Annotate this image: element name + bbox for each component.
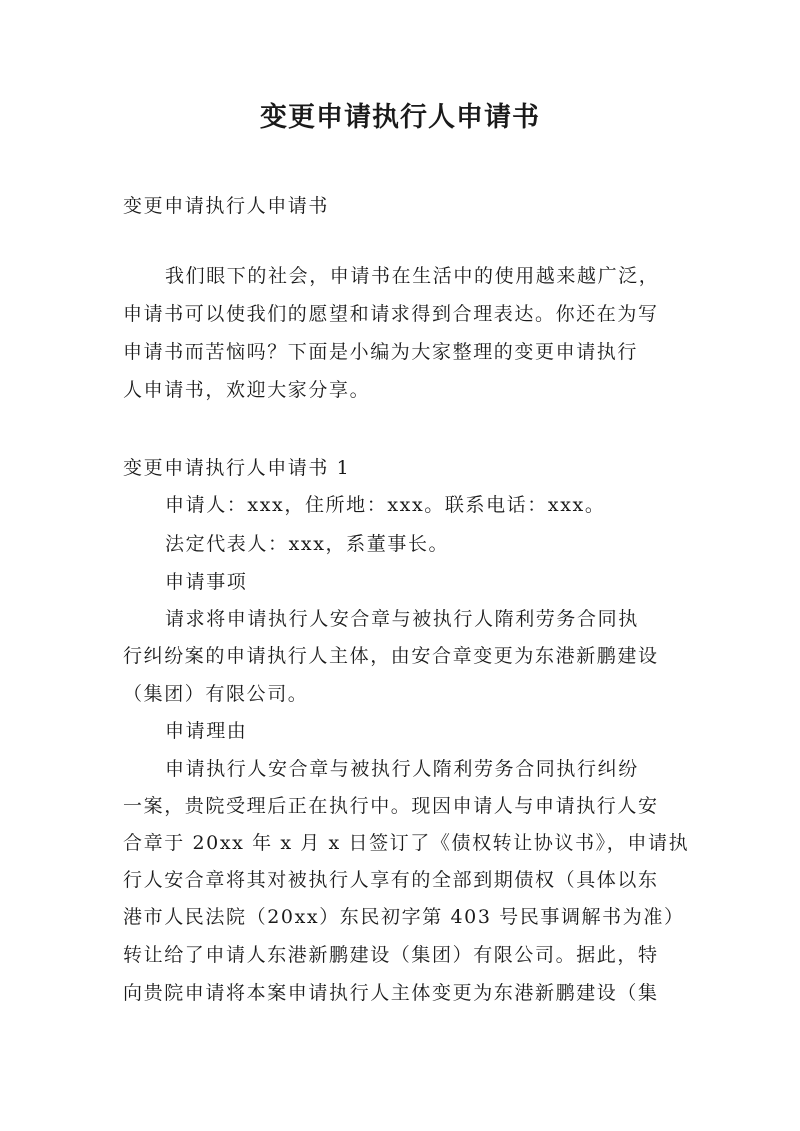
- reasons-line: 行人安合章将其对被执行人享有的全部到期债权（具体以东: [123, 869, 659, 891]
- reasons-line: 一案，贵院受理后正在执行中。现因申请人与申请执行人安: [123, 795, 659, 817]
- applicant-line: 申请人：xxx，住所地：xxx。联系电话：xxx。: [165, 494, 606, 516]
- matters-line: （集团）有限公司。: [123, 683, 309, 705]
- reasons-line: 港市人民法院（20xx）东民初字第 403 号民事调解书为准）: [123, 906, 685, 928]
- intro-line: 我们眼下的社会，申请书在生活中的使用越来越广泛，: [165, 265, 660, 287]
- matters-line: 请求将申请执行人安合章与被执行人隋利劳务合同执: [165, 608, 639, 630]
- intro-line: 申请书可以使我们的愿望和请求得到合理表达。你还在为写: [123, 303, 659, 325]
- section-heading: 变更申请执行人申请书 1: [123, 457, 351, 479]
- intro-line: 申请书而苦恼吗？下面是小编为大家整理的变更申请执行: [123, 341, 639, 363]
- reasons-line: 向贵院申请将本案申请执行人主体变更为东港新鹏建设（集: [123, 982, 659, 1004]
- intro-line: 人申请书，欢迎大家分享。: [123, 379, 371, 401]
- matters-line: 行纠纷案的申请执行人主体，由安合章变更为东港新鹏建设: [123, 645, 659, 667]
- reasons-line: 合章于 20xx 年 x 月 x 日签订了《债权转让协议书》，申请执: [123, 832, 690, 854]
- reasons-line: 申请执行人安合章与被执行人隋利劳务合同执行纠纷: [165, 758, 639, 780]
- matters-heading: 申请事项: [165, 571, 248, 593]
- document-subtitle: 变更申请执行人申请书: [123, 195, 330, 217]
- document-title: 变更申请执行人申请书: [260, 102, 540, 133]
- reasons-line: 转让给了申请人东港新鹏建设（集团）有限公司。据此，特: [123, 944, 659, 966]
- reasons-heading: 申请理由: [165, 720, 248, 742]
- legal-rep-line: 法定代表人：xxx，系董事长。: [165, 533, 450, 555]
